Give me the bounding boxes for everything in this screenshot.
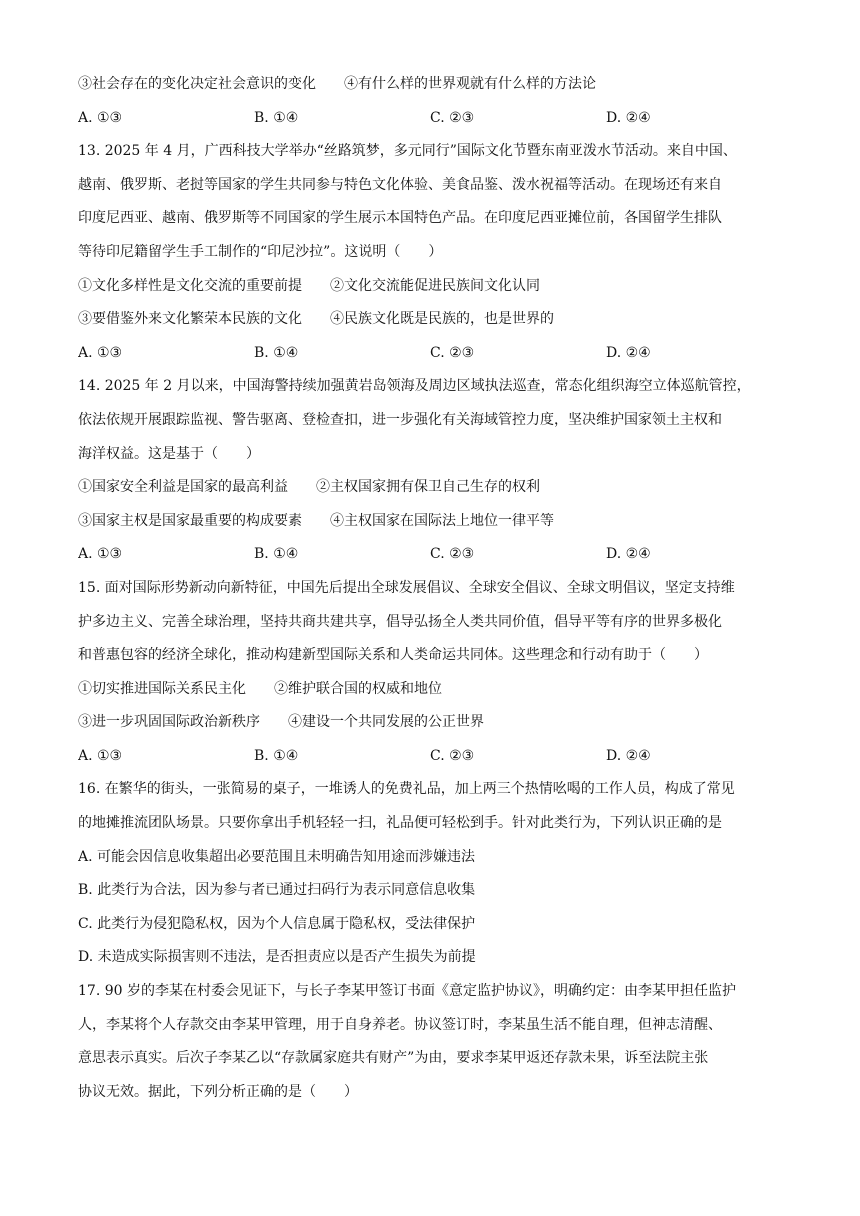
- q13-option-a[interactable]: A. ①③: [78, 344, 123, 361]
- q13-option-b[interactable]: B. ①④: [254, 344, 299, 361]
- q14-option-d[interactable]: D. ②④: [606, 546, 651, 563]
- q16-option-a[interactable]: A. 可能会因信息收集超出必要范围且未明确告知用途而涉嫌违法: [78, 848, 476, 865]
- q15-option-b[interactable]: B. ①④: [254, 747, 299, 764]
- q16-option-c[interactable]: C. 此类行为侵犯隐私权，因为个人信息属于隐私权，受法律保护: [78, 915, 476, 932]
- q17-stem-line-1: 17. 90 岁的李某在村委会见证下，与长子李某甲签订书面《意定监护协议》，明确约定：由李某甲担任监护: [78, 983, 736, 1000]
- q14-statement-1: ①国家安全利益是国家的最高利益: [78, 479, 288, 496]
- q12-option-b[interactable]: B. ①④: [254, 109, 299, 126]
- q14-stem-line-3: 海洋权益。这是基于（ ）: [78, 445, 260, 462]
- q15-stem-line-2: 护多边主义、完善全球治理，坚持共商共建共享，倡导弘扬全人类共同价值，倡导平等有序的世界多极化: [78, 613, 722, 630]
- exam-page: [78, 68, 786, 1109]
- q14-option-c[interactable]: C. ②③: [430, 546, 475, 563]
- q12-option-d[interactable]: D. ②④: [606, 109, 651, 126]
- q14-stem-line-1: 14. 2025 年 2 月以来，中国海警持续加强黄岩岛领海及周边区域执法巡查，常态化组织海空立体巡航管控，: [78, 378, 751, 395]
- q13-statement-1: ①文化多样性是文化交流的重要前提: [78, 277, 302, 294]
- q13-statement-2: ②文化交流能促进民族间文化认同: [330, 277, 540, 294]
- q12-options: [78, 102, 786, 136]
- q15-statement-2: ②维护联合国的权威和地位: [274, 680, 442, 697]
- q16-option-b[interactable]: B. 此类行为合法，因为参与者已通过扫码行为表示同意信息收集: [78, 882, 476, 899]
- q12-statement-3: ③社会存在的变化决定社会意识的变化: [78, 76, 316, 92]
- q17-stem-line-2: 人，李某将个人存款交由李某甲管理，用于自身养老。协议签订时，李某虽生活不能自理，但神志清醒、: [78, 1016, 722, 1033]
- q15-statements-row-2: [78, 706, 786, 740]
- q17-stem-line-4: 协议无效。据此，下列分析正确的是（ ）: [78, 1083, 358, 1100]
- q14-statement-4: ④主权国家在国际法上地位一律平等: [330, 512, 554, 529]
- q12-option-a[interactable]: A. ①③: [78, 109, 123, 126]
- q13-options: [78, 337, 786, 371]
- q12-statements-row-2: [78, 68, 786, 102]
- q14-statements-row-2: [78, 505, 786, 539]
- q12-statement-4: ④有什么样的世界观就有什么样的方法论: [344, 76, 596, 92]
- q14-stem-line-2: 依法依规开展跟踪监视、警告驱离、登检查扣，进一步强化有关海域管控力度，坚决维护国家领土主权和: [78, 411, 722, 428]
- q15-option-d[interactable]: D. ②④: [606, 747, 651, 764]
- q12-option-c[interactable]: C. ②③: [430, 109, 475, 126]
- q13-stem-line-3: 印度尼西亚、越南、俄罗斯等不同国家的学生展示本国特色产品。在印度尼西亚摊位前，各国留学生排队: [78, 210, 722, 227]
- q15-statements-row-1: [78, 673, 786, 707]
- q13-stem-line-2: 越南、俄罗斯、老挝等国家的学生共同参与特色文化体验、美食品鉴、泼水祝福等活动。在现场还有来自: [78, 176, 722, 193]
- q16-stem-line-2: 的地摊推流团队场景。只要你拿出手机轻轻一扫，礼品便可轻松到手。针对此类行为，下列认识正确的是: [78, 815, 722, 832]
- q13-option-d[interactable]: D. ②④: [606, 344, 651, 361]
- q13-statements-row-2: [78, 303, 786, 337]
- q15-option-c[interactable]: C. ②③: [430, 747, 475, 764]
- q14-options: [78, 538, 786, 572]
- q13-statements-row-1: [78, 270, 786, 304]
- q13-statement-4: ④民族文化既是民族的，也是世界的: [330, 311, 554, 328]
- q13-statement-3: ③要借鉴外来文化繁荣本民族的文化: [78, 311, 302, 328]
- q15-stem-line-1: 15. 面对国际形势新动向新特征，中国先后提出全球发展倡议、全球安全倡议、全球文明倡议，坚定支持维: [78, 579, 735, 596]
- q13-option-c[interactable]: C. ②③: [430, 344, 475, 361]
- q13-stem-line-1: 13. 2025 年 4 月，广西科技大学举办“丝路筑梦，多元同行”国际文化节暨东南亚泼水节活动。来自中国、: [78, 143, 737, 160]
- q17-stem-line-3: 意思表示真实。后次子李某乙以“存款属家庭共有财产”为由，要求李某甲返还存款未果，诉至法院主张: [78, 1050, 709, 1067]
- q16-stem-line-1: 16. 在繁华的街头，一张简易的桌子，一堆诱人的免费礼品，加上两三个热情吆喝的工作人员，构成了常见: [78, 781, 735, 798]
- q15-stem-line-3: 和普惠包容的经济全球化，推动构建新型国际关系和人类命运共同体。这些理念和行动有助于（ ）: [78, 647, 708, 664]
- q15-statement-1: ①切实推进国际关系民主化: [78, 680, 246, 697]
- q14-option-b[interactable]: B. ①④: [254, 546, 299, 563]
- q15-options: [78, 740, 786, 774]
- q14-statements-row-1: [78, 471, 786, 505]
- q15-statement-3: ③进一步巩固国际政治新秩序: [78, 714, 260, 731]
- q16-option-d[interactable]: D. 未造成实际损害则不违法，是否担责应以是否产生损失为前提: [78, 949, 476, 966]
- q14-statement-3: ③国家主权是国家最重要的构成要素: [78, 512, 302, 529]
- q15-statement-4: ④建设一个共同发展的公正世界: [288, 714, 484, 731]
- q14-statement-2: ②主权国家拥有保卫自己生存的权利: [316, 479, 540, 496]
- q14-option-a[interactable]: A. ①③: [78, 546, 123, 563]
- q13-stem-line-4: 等待印尼籍留学生手工制作的“印尼沙拉”。这说明（ ）: [78, 243, 443, 260]
- q15-option-a[interactable]: A. ①③: [78, 747, 123, 764]
